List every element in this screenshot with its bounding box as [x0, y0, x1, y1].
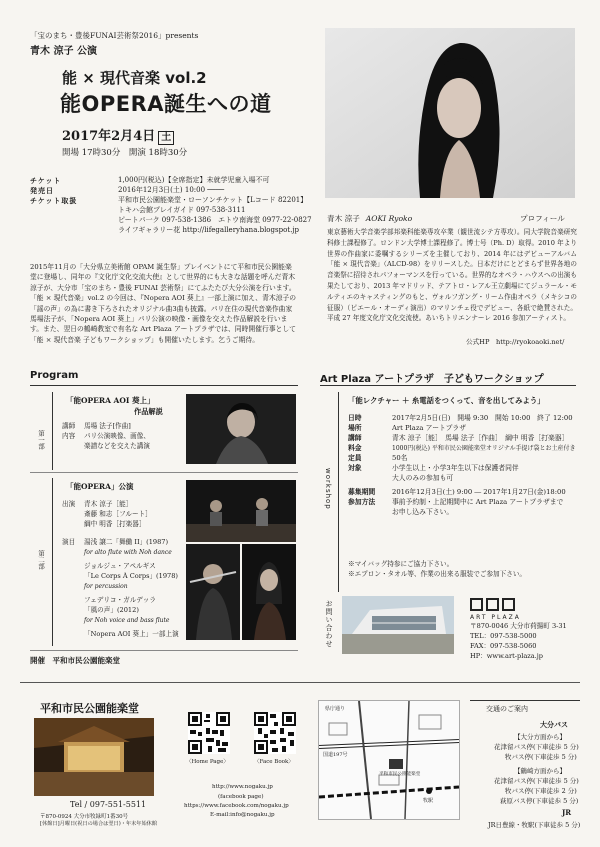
facebook-qr-label: 〈Face Book〉 [254, 759, 294, 765]
workshop-row: お申し込み下さい。 [392, 508, 454, 516]
workshop-rule [320, 385, 576, 386]
email-address[interactable]: E-mail:info@nogaku.jp [210, 812, 275, 818]
homepage-qr-icon[interactable] [188, 712, 230, 754]
date-text: 2017年2月4日 [62, 129, 156, 144]
piece-note: for alto flute with Noh dance [84, 549, 172, 556]
footer-rule [20, 682, 580, 683]
artplaza-fax: FAX：097-538-5060 [470, 642, 537, 650]
bio-label: プロフィール [520, 214, 565, 223]
part1-row: 講師 馬場 法子[作曲] [62, 422, 131, 430]
ticket-row: ピートパ一ク 097-538-1386 エトウ南海堂 0977-22-0827 [118, 216, 312, 224]
part1-title: 「能OPERA AOI 葵上」 [66, 396, 155, 405]
part2-divider [52, 478, 53, 646]
bio-homepage: 公式HP http://ryokoaoki.net/ [466, 338, 565, 346]
contact-vertical-label: お問い合わせ [325, 600, 333, 648]
event-date [62, 125, 174, 145]
piece-title: ジョルジュ・アペルギス [84, 562, 156, 570]
route-heading: 【鶴崎方面から】 [514, 767, 566, 775]
ticket-row: チケット取扱 平和市民公園能楽堂・ローソンチケット【Lコード 82201】 [30, 196, 308, 205]
workshop-note: ※マイバッグ持参にご協力下さい。 [348, 560, 454, 568]
part2-photo-flutist [186, 544, 240, 640]
artplaza-tel: TEL：097-538-5000 [470, 632, 537, 640]
route-item: 花津留バス停(下車徒歩 5 分) [494, 777, 579, 785]
bio-name: 青木 涼子 AOKI Ryoko [327, 214, 413, 223]
venue-tel: Tel / 097-551-5511 [70, 800, 147, 809]
artplaza-logo-text: ART PLAZA [470, 614, 521, 621]
map-label: 牧駅 [423, 798, 434, 804]
facebook-page-label: (facebook page) [218, 794, 264, 800]
workshop-row: 参加方法 事前予約制・上記期間中に Art Plaza アートプラザまで [348, 498, 564, 506]
piece-title: 「Le Corps À Corps」(1978) [84, 572, 178, 580]
series-title: 能 × 現代音楽 vol.2 [62, 69, 207, 87]
route-item: 牧バス停(下車徒歩 2 分) [505, 787, 577, 795]
ticket-row: 発売日 2016年12月3日(土) 10:00 ──── [30, 186, 225, 195]
workshop-divider [338, 392, 339, 592]
route-heading: 【大分方面から】 [514, 733, 566, 741]
weekday-badge: 土 [158, 131, 174, 145]
artplaza-photo [342, 596, 454, 654]
access-rule [470, 700, 580, 701]
workshop-row: 定員 50名 [348, 454, 408, 462]
workshop-heading: Art Plaza アートプラザ 子どもワークショップ [320, 374, 544, 385]
artplaza-logo-mark [470, 598, 521, 611]
workshop-row: 場所 Art Plaza アートプラザ [348, 424, 467, 432]
piece-title: フェデリコ・ガルデッラ [84, 596, 156, 604]
route-item: 牧バス停(下車徒歩 5 分) [505, 753, 577, 761]
part1-subtitle: 作品解説 [134, 407, 163, 416]
part2-photo-percussionist [242, 544, 296, 640]
part1-tab: 第一部 [37, 430, 45, 450]
workshop-row: 大人のみの参加も可 [392, 474, 454, 482]
facebook-qr-icon[interactable] [254, 712, 296, 754]
intro-text: 2015年11月の「大分県立美術館 OPAM 誕生祭」プレイベントにて平和市民公園能楽堂に登場し、同年の『文化庁文化交流大使』として世界的にも大きな話題を呼んだ青木涼子が、大分市「宝のまち・豊後 FUNAI 芸術祭」にてふたたび大分公演を行います。「能 × 現代音楽」vol.2 の今回は、『Nopera AOI 葵上』一部上演に加え、青木涼子の「謡の声」の為に書き下ろされたオリジナル曲3曲も披露。パリ在住の現代音楽作曲家馬場法子が、「Nopera AOI 葵上」パリ公演の映像・画像を交えた作品解説を行います。また、翌日の鶴崎教室で有名な Art Plaza アートプラザでは、同時開催行事として「能 × 現代音楽 子どもワークショップ」も開催いたします。乞うご期待。 [30, 263, 297, 344]
access-title: 交通のご案内 [486, 705, 528, 713]
map-label: 県庁通り [325, 706, 346, 712]
bus-label: 大分バス [540, 720, 568, 729]
map-label: 平和市民公園能楽堂 [379, 772, 421, 777]
access-map [318, 700, 460, 820]
homepage-qr-label: 〈Home Page〉 [186, 759, 229, 765]
website-url[interactable]: http://www.nogaku.jp [212, 784, 273, 790]
organizer: 開催 平和市民公園能楽堂 [30, 656, 120, 665]
venue-address: 〒870-0924 大分市牧緑町1番30号 [40, 814, 129, 820]
program-bottom-rule [30, 650, 298, 651]
venue-closed-days: [休館日]月曜日(祝日の場合は翌日)・年末年始休館 [40, 821, 158, 827]
workshop-row: 料金 1000円(税込) 平和市民公園能楽堂オリジナル手提げ袋とお土産付き [348, 444, 576, 452]
bio-text: 東京藝術大学音楽学部邦楽科能楽専攻卒業（観世流シテ方専攻）。同大学院音楽研究科修士課程修了。ロンドン大学博士課程修了。博士号（Ph. D）取得。2010 年より世界の作曲家に委嘱するシリーズを主催しており、2014 年にはデビューアルバム「能 × 現代音楽」（ALCD-98）をリリースした。日本だけにとどまらず世界各地の音楽祭に招待されパフォーマンスを行っている。世界的なオペラ・ハウスへの出演も果たしており、2013 年マドリッド、テアトロ・レアル王立劇場にてジュラール・モルティエのキャスティングのもと、ヴォルフガング・リーム作曲オペラ（メキシコの征服）（ピエール・オーディ演出）のマリンチェ役でデビュー、各紙で絶賛された。平成 27 年度文化庁文化交流使。あいちトリエンナーレ 2016 参加アーティスト。 [327, 228, 577, 323]
artplaza-address: 〒870-0046 大分市荷揚町 3-31 [470, 622, 567, 630]
part1-row: 内容 パリ公演映像、画像、 [62, 432, 150, 440]
part1-photo [186, 394, 296, 464]
part2-tab: 第二部 [37, 550, 45, 570]
part2-photo-stage [186, 480, 296, 542]
route-item: 萩原バス停(下車徒歩 5 分) [500, 797, 579, 805]
piece-title: 「Nopera AOI 葵上」一部上演 [84, 630, 179, 638]
map-label: 国道197号 [323, 752, 348, 758]
event-times: 開場 17時30分 開演 18時30分 [62, 148, 188, 158]
part1-divider [52, 392, 53, 470]
workshop-row: 日時 2017年2月5日(日) 開場 9:30 開始 10:00 終了 12:00 [348, 414, 573, 422]
cast-row: 出演 青木 涼子［能］ [62, 500, 133, 508]
artplaza-logo [470, 598, 521, 621]
ticket-row: トキハ会館プレイガイド 097-538-3111 [118, 206, 246, 214]
workshop-row: 対象 小学生以上・小学3年生以下は保護者同伴 [348, 464, 519, 472]
ticket-row: チケット 1,000円(税込)【全席指定】未就学児童入場不可 [30, 176, 270, 185]
piece-note: for Noh voice and bass flute [84, 617, 170, 624]
performer-photo [325, 28, 575, 198]
workshop-row: 講師 青木 涼子［能］ 馬場 法子［作曲］ 綱中 明香［打楽器］ [348, 434, 569, 442]
part-divider [30, 472, 298, 473]
facebook-url[interactable]: https://www.facebook.com/nogaku.jp [184, 803, 289, 809]
workshop-note: ※エプロン・タオル等、作業の出来る服装でご参加下さい。 [348, 570, 527, 578]
route-item: 花津留バス停(下車徒歩 5 分) [494, 743, 579, 751]
jr-route: JR日豊線・牧駅(下車徒歩 5 分) [488, 821, 581, 829]
piece-note: for percussion [84, 583, 128, 590]
workshop-title: 「能レクチャー ＋ 糸電話をつくって、音を出してみよう」 [348, 396, 545, 405]
part2-title: 「能OPERA」公演 [66, 482, 134, 491]
main-title: 能OPERA誕生への道 [60, 92, 272, 116]
program-heading: Program [30, 370, 79, 381]
workshop-row: 募集期間 2016年12月3日(土) 9:00 ― 2017年1月27日(金)18:00 [348, 488, 566, 496]
performer-title: 青木 涼子 公演 [30, 46, 97, 57]
repertoire-label: 演目 [62, 538, 76, 546]
piece-title: 「風の声」(2012) [84, 606, 139, 614]
program-rule [30, 385, 298, 386]
venue-name: 平和市民公園能楽堂 [40, 702, 139, 715]
piece-title: 湯浅 譲二「舞働 II」(1987) [84, 538, 169, 546]
artplaza-hp: HP：www.art-plaza.jp [470, 652, 544, 660]
workshop-vertical-label: workshop [324, 468, 332, 510]
jr-label: JR [562, 808, 572, 817]
venue-photo [34, 718, 154, 796]
ticket-row: ライフギャラリー花 http://lifegalleryhana.blogspot.jp [118, 226, 299, 234]
presents-line: 「宝のまち・豊後FUNAI芸術祭2016」presents [30, 31, 199, 40]
